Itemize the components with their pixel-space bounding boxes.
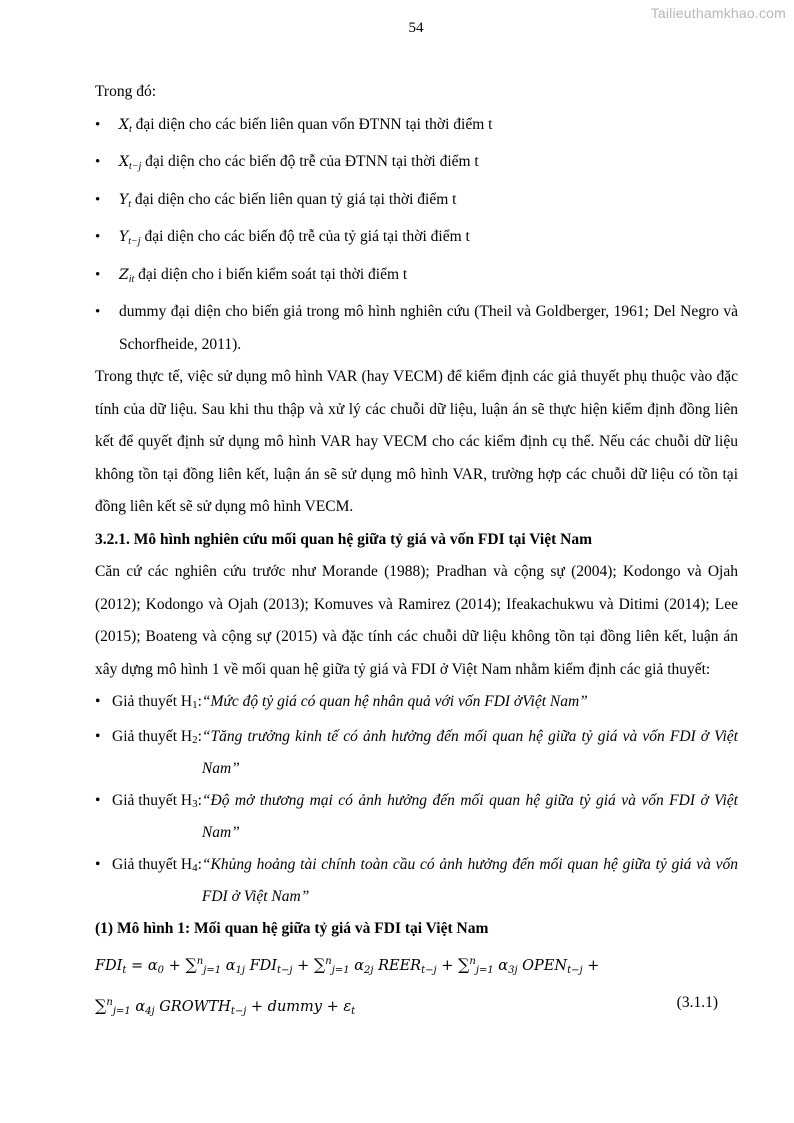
list-item bbox=[95, 785, 738, 849]
hypothesis-colon: : bbox=[197, 856, 202, 873]
variable-symbol: X bbox=[119, 154, 129, 170]
list-item bbox=[95, 849, 738, 913]
watermark: Tailieuthamkhao.com bbox=[650, 5, 786, 21]
hypothesis-text: “Độ mở thương mại có ảnh hưởng đến mối quan hệ giữa tỷ giá và vốn FDI ở Việt Nam” bbox=[201, 792, 738, 841]
page-content bbox=[95, 76, 738, 1028]
list-item bbox=[95, 259, 738, 297]
hypothesis-label: Giả thuyết H bbox=[112, 728, 193, 745]
hypothesis-colon: : bbox=[197, 693, 202, 710]
variable-symbol: Y bbox=[119, 229, 129, 245]
variable-description: đại diện cho các biến liên quan vốn ĐTNN tại thời điểm t bbox=[131, 115, 493, 133]
variable-symbol: Y bbox=[119, 191, 129, 208]
hypothesis-number: 2 bbox=[192, 734, 198, 746]
variable-subscript: t−j bbox=[128, 236, 141, 247]
hypothesis-number: 1 bbox=[192, 699, 198, 711]
list-item bbox=[95, 296, 738, 361]
hypothesis-label: Giả thuyết H bbox=[112, 693, 193, 710]
hypothesis-number: 3 bbox=[192, 798, 198, 810]
variable-subscript: it bbox=[128, 273, 135, 285]
equation-line-1: $FDI_t = \alpha_0 + \sum^n_{j=1}$ $\alpha_{1j}$ $FDI_{t-j} + \sum^n_{j=1}$ $\alpha_{2j}$ $REER_{t-j} + \sum^n_{j=1}$ $\alpha_{3j}$ $OPEN_{t-j}$ + bbox=[95, 954, 600, 976]
hypothesis-text: “Tăng trưởng kinh tế có ảnh hưởng đến mối quan hệ giữa tỷ giá và vốn FDI ở Việt Nam” bbox=[201, 728, 738, 777]
hypothesis-label: Giả thuyết H bbox=[112, 792, 193, 809]
list-item bbox=[95, 184, 738, 222]
equation-line-2: ∑$^n_{j=1}$ $\alpha_{4j}$ $GROWTH_{t-j}$ + dummy + $\varepsilon_t$ (3.1.1) bbox=[95, 987, 738, 1028]
hypothesis-text: “Khủng hoảng tài chính toàn cầu có ảnh hưởng đến mối quan hệ giữa tỷ giá và vốn FDI ở Việt Nam” bbox=[201, 856, 738, 905]
section-heading: 3.2.1. Mô hình nghiên cứu mối quan hệ giữa tỷ giá và vốn FDI tại Việt Nam bbox=[95, 530, 592, 548]
equation-number: (3.1.1) bbox=[676, 993, 718, 1011]
list-item bbox=[95, 109, 738, 147]
paragraph: Căn cứ các nghiên cứu trước như Morande (1988); Pradhan và cộng sự (2004); Kodongo và Ojah (2012); Kodongo và Ojah (2013); Komuves và Ramirez (2014); Ifeakachukwu và Ditimi (2014); Lee (2015); Boateng và cộng sự (2015) và đặc tính các chuỗi dữ liệu không tồn tại đồng liên kết, luận án xây dựng mô hình 1 về mối quan hệ giữa tỷ giá và FDI ở Việt Nam nhằm kiểm định các giả thuyết: bbox=[95, 563, 738, 678]
list-item bbox=[95, 686, 738, 721]
list-item bbox=[95, 146, 738, 184]
dummy-description: dummy đại diện cho biến giả trong mô hình nghiên cứu (Theil và Goldberger, 1961; Del Negro và Schorfheide, 2011). bbox=[119, 303, 738, 353]
variable-description: đại diện cho các biến độ trễ của tỷ giá tại thời điểm t bbox=[140, 228, 470, 245]
variable-subscript: t−j bbox=[128, 161, 142, 172]
model-heading: (1) Mô hình 1: Mối quan hệ giữa tỷ giá và FDI tại Việt Nam bbox=[95, 920, 489, 937]
hypothesis-label: Giả thuyết H bbox=[112, 856, 193, 873]
hypothesis-list bbox=[95, 686, 738, 913]
variable-description: đại diện cho các biến độ trễ của ĐTNN tại thời điểm t bbox=[141, 153, 479, 170]
variable-subscript: t bbox=[128, 123, 132, 135]
variable-list bbox=[95, 109, 738, 362]
variable-description: đại diện cho các biến liên quan tỷ giá tại thời điểm t bbox=[131, 190, 457, 208]
variable-symbol: Z bbox=[119, 266, 129, 283]
hypothesis-colon: : bbox=[197, 728, 202, 745]
variable-symbol: X bbox=[119, 116, 129, 133]
hypothesis-colon: : bbox=[197, 792, 202, 809]
hypothesis-text: “Mức độ tỷ giá có quan hệ nhân quả với vốn FDI ởViệt Nam” bbox=[201, 693, 588, 710]
page-number: 54 bbox=[408, 20, 424, 36]
hypothesis-number: 4 bbox=[192, 862, 198, 874]
paragraph: Trong thực tế, việc sử dụng mô hình VAR (hay VECM) để kiểm định các giả thuyết phụ thuộc vào đặc tính của dữ liệu. Sau khi thu thập và xử lý các chuỗi dữ liệu, luận án sẽ thực hiện kiểm định đồng liên kết để quyết định sử dụng mô hình VAR hay VECM cho các kiểm định cụ thể. Nếu các chuỗi dữ liệu không tồn tại đồng liên kết, luận án sẽ sử dụng mô hình VAR, trường hợp các chuỗi dữ liệu có tồn tại đồng liên kết sẽ sử dụng mô hình VECM. bbox=[95, 368, 738, 515]
list-item bbox=[95, 721, 738, 785]
variable-subscript: t bbox=[128, 198, 132, 210]
list-item bbox=[95, 221, 738, 259]
variable-description: đại diện cho i biến kiểm soát tại thời điểm t bbox=[134, 265, 408, 283]
equation bbox=[95, 946, 738, 1028]
intro-label: Trong đó: bbox=[95, 83, 157, 100]
